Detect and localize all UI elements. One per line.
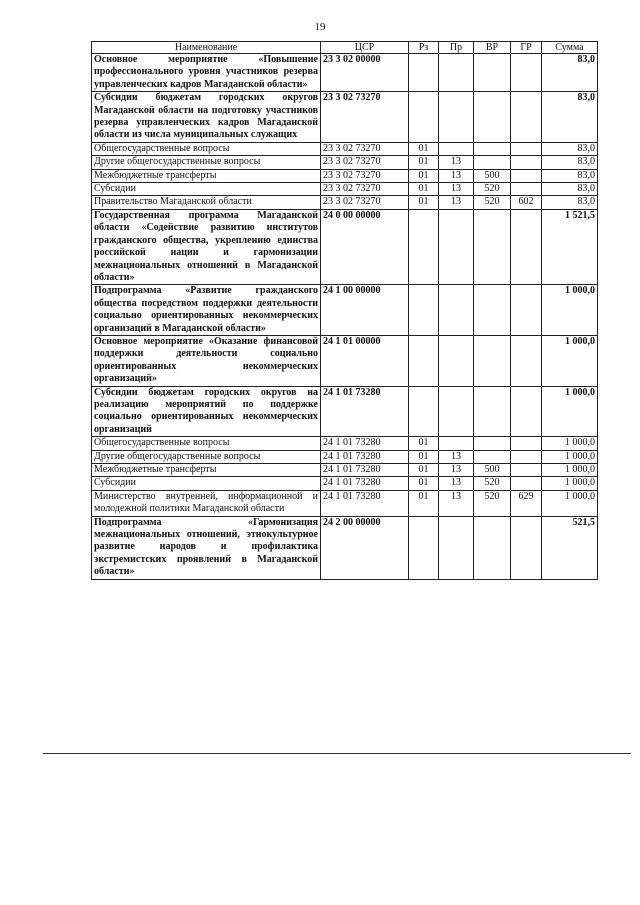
header-vr: ВР: [474, 42, 511, 54]
cell-sum: 1 000,0: [542, 386, 598, 437]
header-gr: ГР: [511, 42, 542, 54]
cell-name: Министерство внутренней, информационной и молодежной политики Магаданской области: [92, 490, 321, 516]
table-row: [92, 450, 598, 463]
cell-csr: 23 3 02 73270: [321, 169, 409, 182]
cell-name: Подпрограмма «Развитие гражданского общества посредством поддержки деятельности социально ориентированных некоммерческих организаций в Магаданской области»: [92, 285, 321, 336]
cell-gr: [511, 437, 542, 450]
cell-vr: 520: [474, 490, 511, 516]
cell-gr: [511, 54, 542, 92]
page-number: 19: [314, 21, 326, 33]
cell-name: Общегосударственные вопросы: [92, 142, 321, 155]
cell-pr: 13: [439, 464, 474, 477]
cell-vr: [474, 156, 511, 169]
cell-vr: [474, 450, 511, 463]
table-header-row: [92, 42, 598, 54]
cell-sum: 1 000,0: [542, 464, 598, 477]
cell-name: Общегосударственные вопросы: [92, 437, 321, 450]
cell-pr: [439, 335, 474, 386]
cell-rz: [409, 92, 439, 143]
cell-name: Субсидии: [92, 183, 321, 196]
cell-vr: [474, 54, 511, 92]
cell-vr: [474, 386, 511, 437]
cell-pr: 13: [439, 477, 474, 490]
cell-pr: 13: [439, 156, 474, 169]
cell-rz: 01: [409, 142, 439, 155]
cell-gr: [511, 516, 542, 579]
table-row: [92, 464, 598, 477]
cell-rz: 01: [409, 464, 439, 477]
cell-csr: 23 3 02 73270: [321, 92, 409, 143]
cell-vr: 520: [474, 183, 511, 196]
cell-gr: [511, 92, 542, 143]
cell-pr: [439, 437, 474, 450]
cell-sum: 1 000,0: [542, 490, 598, 516]
cell-pr: [439, 386, 474, 437]
cell-csr: 24 0 00 00000: [321, 209, 409, 284]
cell-rz: 01: [409, 156, 439, 169]
header-rz: Рз: [409, 42, 439, 54]
cell-vr: 520: [474, 196, 511, 209]
table-row: [92, 285, 598, 336]
table-row: [92, 156, 598, 169]
cell-name: Межбюджетные трансферты: [92, 169, 321, 182]
cell-vr: [474, 209, 511, 284]
table-row: [92, 490, 598, 516]
footer-divider: [43, 753, 631, 754]
table-row: [92, 169, 598, 182]
cell-name: Субсидии бюджетам городских округов на реализацию мероприятий по поддержке социально ориентированных некоммерческих организаций: [92, 386, 321, 437]
cell-pr: [439, 142, 474, 155]
table-row: [92, 142, 598, 155]
cell-sum: 83,0: [542, 156, 598, 169]
cell-name: Основное мероприятие «Оказание финансовой поддержки деятельности социально ориентированных некоммерческих организаций»: [92, 335, 321, 386]
cell-gr: [511, 169, 542, 182]
cell-sum: 83,0: [542, 92, 598, 143]
cell-sum: 83,0: [542, 196, 598, 209]
cell-sum: 83,0: [542, 54, 598, 92]
cell-pr: [439, 285, 474, 336]
table-row: [92, 335, 598, 386]
cell-vr: 500: [474, 464, 511, 477]
cell-pr: 13: [439, 183, 474, 196]
cell-gr: [511, 477, 542, 490]
cell-sum: 521,5: [542, 516, 598, 579]
cell-rz: 01: [409, 437, 439, 450]
table-row: [92, 437, 598, 450]
table-row: [92, 54, 598, 92]
cell-csr: 23 3 02 73270: [321, 156, 409, 169]
cell-sum: 1 521,5: [542, 209, 598, 284]
cell-rz: [409, 285, 439, 336]
cell-rz: 01: [409, 490, 439, 516]
table-row: [92, 92, 598, 143]
cell-sum: 83,0: [542, 142, 598, 155]
cell-name: Основное мероприятие «Повышение профессионального уровня участников резерва управленческих кадров Магаданской области»: [92, 54, 321, 92]
cell-csr: 24 1 01 73280: [321, 490, 409, 516]
cell-csr: 24 1 01 73280: [321, 477, 409, 490]
cell-csr: 23 3 02 00000: [321, 54, 409, 92]
cell-vr: 520: [474, 477, 511, 490]
cell-sum: 1 000,0: [542, 335, 598, 386]
cell-rz: 01: [409, 183, 439, 196]
cell-csr: 24 1 00 00000: [321, 285, 409, 336]
cell-pr: [439, 54, 474, 92]
cell-csr: 23 3 02 73270: [321, 183, 409, 196]
cell-vr: [474, 285, 511, 336]
cell-name: Правительство Магаданской области: [92, 196, 321, 209]
cell-gr: [511, 450, 542, 463]
cell-name: Субсидии бюджетам городских округов Магаданской области на подготовку участников резерва управленческих кадров Магаданской области из числа муниципальных служащих: [92, 92, 321, 143]
cell-vr: [474, 437, 511, 450]
cell-csr: 24 1 01 73280: [321, 450, 409, 463]
table-body: [92, 54, 598, 580]
cell-name: Субсидии: [92, 477, 321, 490]
cell-gr: [511, 464, 542, 477]
cell-gr: [511, 156, 542, 169]
cell-gr: [511, 209, 542, 284]
cell-gr: [511, 183, 542, 196]
cell-rz: [409, 516, 439, 579]
cell-rz: [409, 209, 439, 284]
cell-gr: [511, 142, 542, 155]
cell-pr: 13: [439, 490, 474, 516]
cell-gr: [511, 285, 542, 336]
header-name: Наименование: [92, 42, 321, 54]
cell-pr: 13: [439, 450, 474, 463]
cell-pr: 13: [439, 196, 474, 209]
cell-csr: 23 3 02 73270: [321, 196, 409, 209]
table-row: [92, 209, 598, 284]
cell-pr: [439, 209, 474, 284]
cell-csr: 23 3 02 73270: [321, 142, 409, 155]
cell-vr: 500: [474, 169, 511, 182]
cell-pr: 13: [439, 169, 474, 182]
cell-gr: [511, 386, 542, 437]
cell-rz: 01: [409, 477, 439, 490]
cell-rz: 01: [409, 169, 439, 182]
budget-table: [91, 41, 598, 580]
cell-rz: 01: [409, 450, 439, 463]
header-sum: Сумма: [542, 42, 598, 54]
table-row: [92, 196, 598, 209]
cell-csr: 24 1 01 73280: [321, 464, 409, 477]
cell-csr: 24 1 01 00000: [321, 335, 409, 386]
cell-csr: 24 2 00 00000: [321, 516, 409, 579]
cell-name: Другие общегосударственные вопросы: [92, 156, 321, 169]
cell-name: Другие общегосударственные вопросы: [92, 450, 321, 463]
table-row: [92, 386, 598, 437]
cell-sum: 1 000,0: [542, 437, 598, 450]
cell-vr: [474, 92, 511, 143]
cell-sum: 83,0: [542, 169, 598, 182]
cell-name: Подпрограмма «Гармонизация межнациональных отношений, этнокультурное развитие народов и профилактика экстремистских проявлений в Магаданской области»: [92, 516, 321, 579]
cell-gr: 602: [511, 196, 542, 209]
cell-csr: 24 1 01 73280: [321, 437, 409, 450]
cell-gr: [511, 335, 542, 386]
cell-sum: 1 000,0: [542, 285, 598, 336]
cell-vr: [474, 335, 511, 386]
cell-csr: 24 1 01 73280: [321, 386, 409, 437]
cell-rz: [409, 386, 439, 437]
cell-sum: 83,0: [542, 183, 598, 196]
cell-name: Государственная программа Магаданской области «Содействие развитию институтов гражданского общества, укреплению единства российской нации и гармонизации межнациональных отношений в Магаданской области»: [92, 209, 321, 284]
table-row: [92, 516, 598, 579]
cell-sum: 1 000,0: [542, 450, 598, 463]
cell-rz: 01: [409, 196, 439, 209]
header-pr: Пр: [439, 42, 474, 54]
cell-name: Межбюджетные трансферты: [92, 464, 321, 477]
cell-vr: [474, 142, 511, 155]
cell-sum: 1 000,0: [542, 477, 598, 490]
cell-rz: [409, 54, 439, 92]
cell-pr: [439, 92, 474, 143]
table-row: [92, 477, 598, 490]
header-csr: ЦСР: [321, 42, 409, 54]
cell-gr: 629: [511, 490, 542, 516]
table-row: [92, 183, 598, 196]
cell-rz: [409, 335, 439, 386]
cell-vr: [474, 516, 511, 579]
cell-pr: [439, 516, 474, 579]
